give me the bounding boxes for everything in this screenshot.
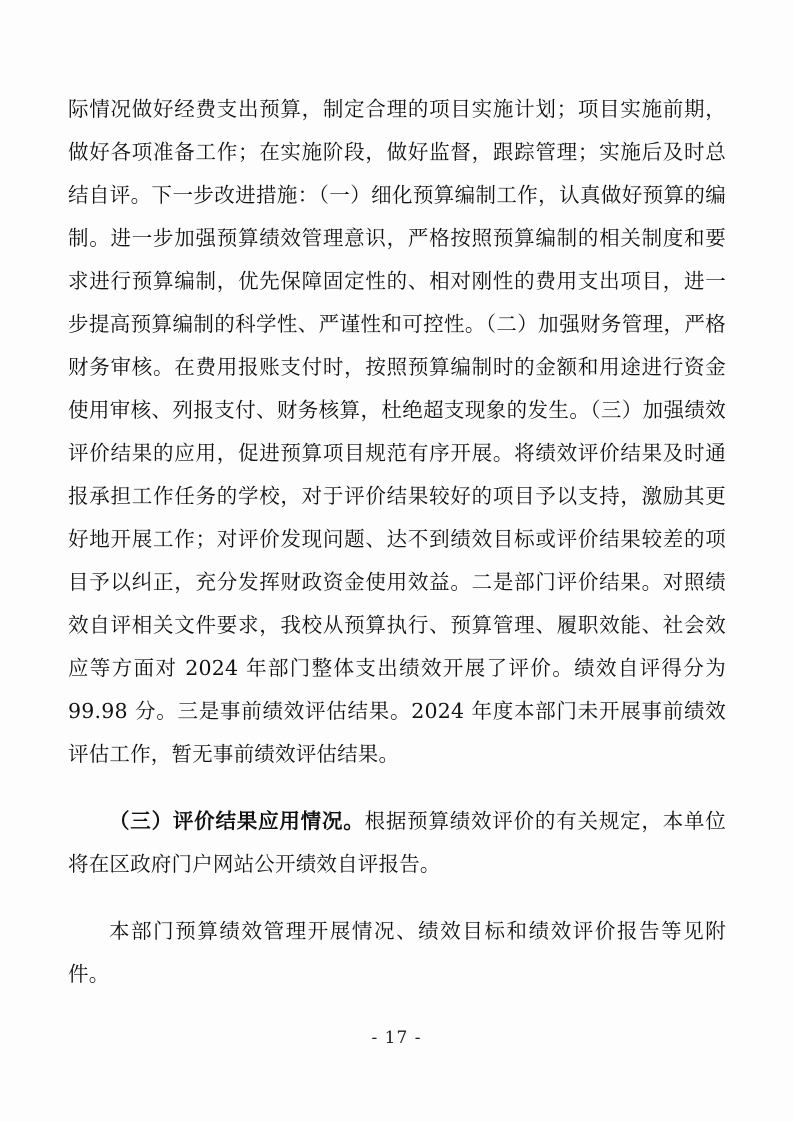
paragraph-spacer xyxy=(68,776,726,800)
page-number: - 17 - xyxy=(371,1028,422,1048)
document-body xyxy=(68,88,726,996)
paragraph-spacer xyxy=(68,886,726,910)
body-paragraph-2 xyxy=(68,800,726,886)
body-paragraph-1: 际情况做好经费支出预算，制定合理的项目实施计划；项目实施前期，做好各项准备工作；在实施阶段，做好监督，跟踪管理；实施后及时总结自评。下一步改进措施：（一）细化预算编制工作，认真做好预算的编制。进一步加强预算绩效管理意识，严格按照预算编制的相关制度和要求进行预算编制，优先保障固定性的、相对刚性的费用支出项目，进一步提高预算编制的科学性、严谨性和可控性。（二）加强财务管理，严格财务审核。在费用报账支付时，按照预算编制时的金额和用途进行资金使用审核、列报支付、财务核算，杜绝超支现象的发生。（三）加强绩效评价结果的应用，促进预算项目规范有序开展。将绩效评价结果及时通报承担工作任务的学校，对于评价结果较好的项目予以支持，激励其更好地开展工作；对评价发现问题、达不到绩效目标或评价结果较差的项目予以纠正，充分发挥财政资金使用效益。二是部门评价结果。对照绩效自评相关文件要求，我校从预算执行、预算管理、履职效能、社会效应等方面对 2024 年部门整体支出绩效开展了评价。绩效自评得分为 99.98 分。三是事前绩效评估结果。2024 年度本部门未开展事前绩效评估工作，暂无事前绩效评估结果。 xyxy=(68,97,726,766)
section-body-run: 根据预算绩效评价的有关规定，本单位将在区政府门户网站公开绩效自评报告。 xyxy=(68,809,726,876)
section-heading-run: （三）评价结果应用情况。 xyxy=(109,809,365,833)
body-paragraph-3: 本部门预算绩效管理开展情况、绩效目标和绩效评价报告等见附件。 xyxy=(68,919,726,986)
